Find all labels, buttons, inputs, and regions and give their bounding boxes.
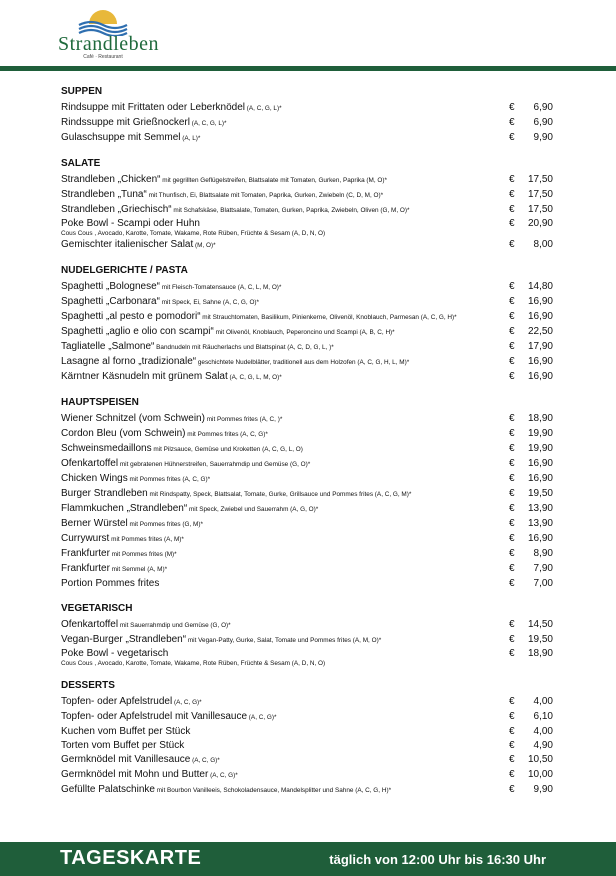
currency-symbol: €	[509, 696, 515, 707]
menu-section	[61, 396, 553, 591]
currency-symbol: €	[509, 473, 515, 484]
menu-item	[61, 633, 553, 648]
currency-symbol: €	[509, 578, 515, 589]
currency-symbol: €	[509, 102, 515, 113]
item-name: Chicken Wings	[61, 473, 128, 484]
currency-symbol: €	[509, 296, 515, 307]
item-description: mit Pommes frites (G, M)*	[127, 521, 203, 528]
item-name: Gemischter italienischer Salat	[61, 239, 194, 250]
item-description: (A, L)*	[180, 135, 201, 142]
item-name: Ofenkartoffel	[61, 458, 119, 469]
menu-item	[61, 310, 553, 325]
item-description: (A, C, G)*	[190, 757, 220, 764]
item-description: mit Pommes frites (A, M)*	[109, 536, 184, 543]
item-description: mit Pilzsauce, Gemüse und Kroketten (A, C, G, L, O)	[151, 446, 303, 453]
menu-section	[61, 264, 553, 385]
item-name: Wiener Schnitzel (vom Schwein)	[61, 413, 205, 424]
menu-item	[61, 101, 553, 116]
price-amount: 14,80	[527, 281, 553, 292]
price-amount: 13,90	[527, 518, 553, 529]
logo-subtitle: Café · Restaurant	[83, 54, 123, 60]
item-description: mit Fleisch-Tomatensauce (A, C, L, M, O)*	[159, 284, 282, 291]
price-amount: 4,00	[533, 696, 553, 707]
menu-item	[61, 340, 553, 355]
menu-item	[61, 783, 553, 798]
section-title: SUPPEN	[61, 86, 103, 97]
item-description: mit Pommes frites (A, C, G)*	[127, 476, 211, 483]
currency-symbol: €	[509, 174, 515, 185]
item-description: mit Olivenöl, Knoblauch, Peperoncino und Scampi (A, B, C, H)*	[213, 329, 395, 336]
item-name: Currywurst	[61, 533, 110, 544]
menu-item	[61, 325, 553, 340]
item-name: Frankfurter	[61, 548, 110, 559]
currency-symbol: €	[509, 769, 515, 780]
currency-symbol: €	[509, 711, 515, 722]
menu-item	[61, 238, 553, 253]
currency-symbol: €	[509, 754, 515, 765]
item-name: Torten vom Buffet per Stück	[61, 740, 185, 751]
price-amount: 6,90	[533, 102, 553, 113]
item-name: Topfen- oder Apfelstrudel mit Vanillesauce	[61, 711, 248, 722]
menu-section	[61, 157, 553, 253]
menu-item	[61, 412, 553, 427]
section-title: DESSERTS	[61, 680, 115, 691]
currency-symbol: €	[509, 726, 515, 737]
menu-item	[61, 502, 553, 517]
item-description: (A, C, G, L)*	[189, 120, 227, 127]
item-description: mit gebratenen Hühnerstreifen, Sauerrahmdip und Gemüse (G, O)*	[118, 461, 311, 468]
item-description: mit Vegan-Patty, Gurke, Salat, Tomate und Pommes frites (A, M, O)*	[186, 637, 382, 644]
sun-waves-icon	[73, 8, 133, 36]
item-name: Germknödel mit Mohn und Butter	[61, 769, 209, 780]
price-amount: 16,90	[527, 356, 553, 367]
item-description: mit Semmel (A, M)*	[109, 566, 168, 573]
currency-symbol: €	[509, 189, 515, 200]
currency-symbol: €	[509, 132, 515, 143]
section-title: HAUPTSPEISEN	[61, 397, 139, 408]
price-amount: 17,50	[527, 189, 553, 200]
currency-symbol: €	[509, 117, 515, 128]
item-name: Gulaschsuppe mit Semmel	[61, 132, 181, 143]
menu-content	[61, 85, 553, 809]
restaurant-logo	[58, 8, 160, 66]
currency-symbol: €	[509, 518, 515, 529]
item-name: Burger Strandleben	[61, 488, 148, 499]
menu-section	[61, 679, 553, 798]
price-amount: 7,00	[533, 578, 553, 589]
menu-item	[61, 532, 553, 547]
item-name: Kuchen vom Buffet per Stück	[61, 726, 191, 737]
item-name: Vegan-Burger „Strandleben“	[61, 634, 187, 645]
item-name: Spaghetti „Carbonara“	[61, 296, 160, 307]
price-amount: 16,90	[527, 371, 553, 382]
currency-symbol: €	[509, 413, 515, 424]
currency-symbol: €	[509, 204, 515, 215]
menu-item	[61, 280, 553, 295]
currency-symbol: €	[509, 458, 515, 469]
price-amount: 14,50	[527, 619, 553, 630]
currency-symbol: €	[509, 281, 515, 292]
price-amount: 18,90	[527, 413, 553, 424]
item-description: mit Schafskäse, Blattsalate, Tomaten, Gurken, Paprika, Zwiebeln, Oliven (G, M, O)*	[171, 207, 410, 214]
item-description: (A, C, G, L, M, O)*	[227, 374, 282, 381]
price-amount: 13,90	[527, 503, 553, 514]
currency-symbol: €	[509, 563, 515, 574]
price-amount: 19,50	[527, 488, 553, 499]
item-description: mit Strauchtomaten, Basilikum, Pinienkerne, Olivenöl, Knoblauch, Parmesan (A, C, G, H)*	[200, 314, 457, 321]
menu-item	[61, 173, 553, 188]
menu-item	[61, 695, 553, 710]
currency-symbol: €	[509, 784, 515, 795]
item-name: Frankfurter	[61, 563, 110, 574]
item-name: Portion Pommes frites	[61, 578, 160, 589]
item-description: geschichtete Nudelblätter, traditionell aus dem Holzofen (A, C, G, H, L, M)*	[196, 359, 410, 366]
item-name: Gefüllte Palatschinke	[61, 784, 155, 795]
item-name: Rindsuppe mit Frittaten oder Leberknödel	[61, 102, 245, 113]
item-name: Topfen- oder Apfelstrudel	[61, 696, 173, 707]
item-name: Berner Würstel	[61, 518, 128, 529]
currency-symbol: €	[509, 371, 515, 382]
item-name: Strandleben „Tuna“	[61, 189, 147, 200]
menu-item	[61, 618, 553, 633]
item-ingredients: Cous Cous , Avocado, Karotte, Tomate, Wakame, Rote Rüben, Früchte & Sesam (A, D, N, O)	[61, 230, 326, 237]
item-name: Rindssuppe mit Grießnockerl	[61, 117, 190, 128]
item-name: Spaghetti „aglio e olio con scampi“	[61, 326, 214, 337]
price-amount: 7,90	[533, 563, 553, 574]
price-amount: 19,50	[527, 634, 553, 645]
item-description: mit Pommes frites (A, C, G)*	[185, 431, 268, 438]
price-amount: 16,90	[527, 533, 553, 544]
price-amount: 19,90	[527, 428, 553, 439]
currency-symbol: €	[509, 356, 515, 367]
logo-wordmark: Strandleben	[58, 33, 160, 55]
price-amount: 4,90	[533, 740, 553, 751]
currency-symbol: €	[509, 218, 515, 229]
menu-item	[61, 739, 553, 753]
section-title: SALATE	[61, 158, 101, 169]
footer-title: TAGESKARTE	[60, 847, 202, 869]
item-name: Strandleben „Chicken“	[61, 174, 161, 185]
price-amount: 10,00	[527, 769, 553, 780]
currency-symbol: €	[509, 239, 515, 250]
menu-item	[61, 131, 553, 146]
currency-symbol: €	[509, 533, 515, 544]
item-name: Kärntner Käsnudeln mit grünem Salat	[61, 371, 228, 382]
item-description: mit Rindspatty, Speck, Blattsalat, Tomate, Gurke, Grillsauce und Pommes frites (A, C, G, M)*	[147, 491, 412, 498]
item-name: Spaghetti „Bolognese“	[61, 281, 160, 292]
item-name: Flammkuchen „Strandleben“	[61, 503, 188, 514]
menu-item	[61, 562, 553, 577]
item-name: Cordon Bleu (vom Schwein)	[61, 428, 186, 439]
currency-symbol: €	[509, 311, 515, 322]
item-name: Ofenkartoffel	[61, 619, 119, 630]
section-title: NUDELGERICHTE / PASTA	[61, 265, 188, 276]
menu-item	[61, 370, 553, 385]
price-amount: 6,90	[533, 117, 553, 128]
menu-item	[61, 487, 553, 502]
currency-symbol: €	[509, 443, 515, 454]
price-amount: 10,50	[527, 754, 553, 765]
item-description: mit gegrillten Geflügelstreifen, Blattsalate mit Tomaten, Gurken, Paprika (M, O)*	[160, 177, 387, 184]
item-description: mit Speck, Zwiebel und Sauerrahm (A, G, O)*	[187, 506, 319, 513]
price-amount: 17,90	[527, 341, 553, 352]
menu-item	[61, 295, 553, 310]
price-amount: 4,00	[533, 726, 553, 737]
item-description: (A, C, G)*	[247, 714, 277, 721]
menu-item	[61, 218, 553, 238]
menu-item	[61, 517, 553, 532]
item-description: mit Pommes frites (M)*	[109, 551, 177, 558]
item-description: Bandnudeln mit Räucherlachs und Blattspinat (A, C, D, G, L, )*	[154, 344, 334, 351]
currency-symbol: €	[509, 548, 515, 559]
price-amount: 17,50	[527, 204, 553, 215]
item-description: mit Speck, Ei, Sahne (A, C, G, O)*	[159, 299, 260, 306]
item-ingredients: Cous Cous , Avocado, Karotte, Tomate, Wakame, Rote Rüben, Früchte & Sesam (A, D, N, O)	[61, 660, 326, 667]
menu-item	[61, 427, 553, 442]
footer-hours: täglich von 12:00 Uhr bis 16:30 Uhr	[329, 852, 546, 867]
currency-symbol: €	[509, 740, 515, 751]
currency-symbol: €	[509, 634, 515, 645]
price-amount: 16,90	[527, 296, 553, 307]
item-name: Schweinsmedaillons	[61, 443, 152, 454]
price-amount: 20,90	[527, 218, 553, 229]
footer-bar	[0, 842, 616, 876]
item-name: Germknödel mit Vanillesauce	[61, 754, 191, 765]
price-amount: 9,90	[533, 132, 553, 143]
currency-symbol: €	[509, 326, 515, 337]
currency-symbol: €	[509, 488, 515, 499]
price-amount: 8,90	[533, 548, 553, 559]
menu-item	[61, 753, 553, 768]
price-amount: 16,90	[527, 458, 553, 469]
menu-item	[61, 768, 553, 783]
price-amount: 16,90	[527, 473, 553, 484]
item-name: Poke Bowl - vegetarisch	[61, 648, 169, 659]
currency-symbol: €	[509, 428, 515, 439]
item-description: (A, C, G)*	[208, 772, 238, 779]
item-name: Spaghetti „al pesto e pomodori“	[61, 311, 201, 322]
item-description: mit Sauerrahmdip und Gemüse (G, O)*	[118, 622, 231, 629]
item-name: Lasagne al forno „tradizionale“	[61, 356, 197, 367]
item-name: Tagliatelle „Salmone“	[61, 341, 155, 352]
price-amount: 18,90	[527, 648, 553, 659]
price-amount: 9,90	[533, 784, 553, 795]
item-name: Poke Bowl - Scampi oder Huhn	[61, 218, 200, 229]
item-description: mit Thunfisch, Ei, Blattsalate mit Tomaten, Paprika, Gurken, Zwiebeln (C, D, M, O)*	[146, 192, 384, 199]
price-amount: 19,90	[527, 443, 553, 454]
price-amount: 6,10	[533, 711, 553, 722]
menu-item	[61, 472, 553, 487]
menu-item	[61, 116, 553, 131]
menu-item	[61, 442, 553, 457]
menu-item	[61, 725, 553, 739]
menu-item	[61, 648, 553, 668]
menu-item	[61, 188, 553, 203]
item-description: (A, C, G, L)*	[245, 105, 282, 112]
menu-section	[61, 602, 553, 668]
menu-item	[61, 577, 553, 591]
menu-section	[61, 85, 553, 146]
menu-item	[61, 203, 553, 218]
item-description: mit Pommes frites (A, C, )*	[204, 416, 283, 423]
price-amount: 22,50	[527, 326, 553, 337]
price-amount: 17,50	[527, 174, 553, 185]
menu-item	[61, 547, 553, 562]
header-divider	[0, 66, 616, 71]
price-amount: 8,00	[533, 239, 553, 250]
item-description: (A, C, G)*	[172, 699, 202, 706]
menu-item	[61, 355, 553, 370]
menu-item	[61, 457, 553, 472]
item-name: Strandleben „Griechisch“	[61, 204, 172, 215]
item-description: mit Bourbon Vanilleeis, Schokoladensauce, Mandelsplitter und Sahne (A, C, G, H)*	[154, 787, 392, 794]
currency-symbol: €	[509, 619, 515, 630]
item-description: (M, O)*	[193, 242, 216, 249]
currency-symbol: €	[509, 503, 515, 514]
price-amount: 16,90	[527, 311, 553, 322]
menu-item	[61, 710, 553, 725]
currency-symbol: €	[509, 648, 515, 659]
section-title: VEGETARISCH	[61, 603, 133, 614]
currency-symbol: €	[509, 341, 515, 352]
